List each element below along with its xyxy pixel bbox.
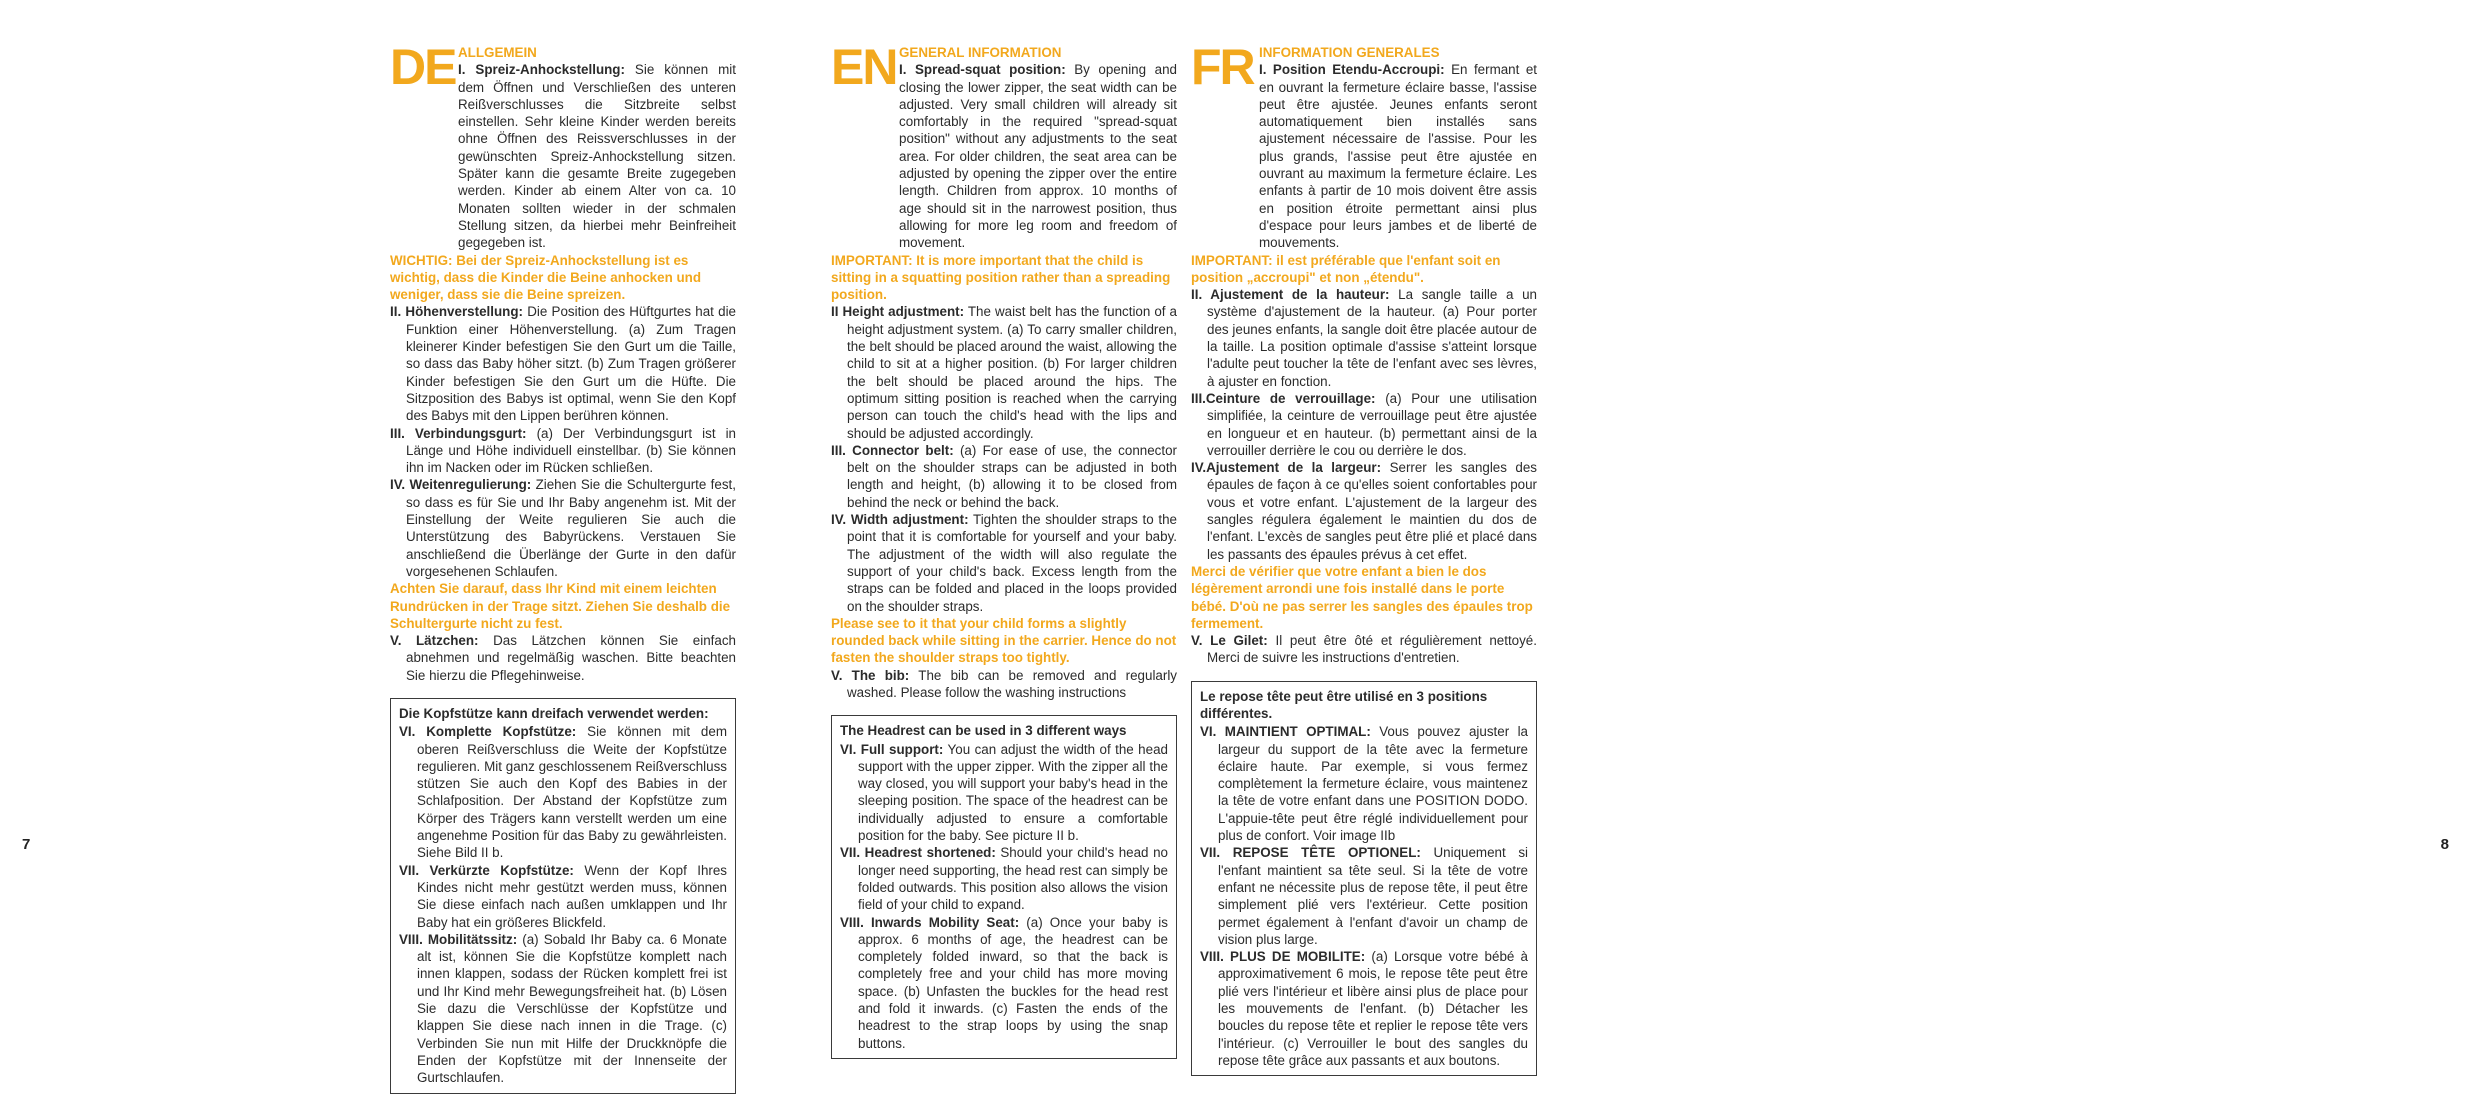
warning-1-fr: IMPORTANT: il est préférable que l'enfant soit en position „accroupi" et non „étendu".	[1191, 252, 1501, 285]
item-2-en: II Height adjustment: The waist belt has the function of a height adjustment system. (a) To carry smaller children, the belt should be placed around the waist, allowing the child to sit at a higher position. (b) For larger children the belt should be placed around the hips. The optimum sitting position is reached when the carrying person can touch the child's head with the lips and should be adjusted accordingly.	[831, 304, 1177, 441]
item-3-de: III. Verbindungsgurt: (a) Der Verbindungsgurt ist in Länge und Höhe individuell einstellbar. (b) Sie können ihn im Nacken oder im Rücken schließen.	[390, 425, 736, 476]
section-title-en: GENERAL INFORMATION	[899, 45, 1062, 60]
headrest-item-8-fr: VIII. PLUS DE MOBILITE: (a) Lorsque votre bébé à approximativement 6 mois, le repose tête peut être plié vers l'intérieur et libère ainsi plus de place pour les mouvements de l'enfant. (b) Détacher les boucles du repose tête et replier le repose tête vers l'intérieur. (c) Verrouiller le bout des sangles du repose tête grâce aux passants et aux boutons.	[1200, 949, 1528, 1068]
header-fr	[1191, 39, 1537, 252]
warning-2-de: Achten Sie darauf, dass Ihr Kind mit einem leichten Rundrücken in der Trage sitzt. Ziehen Sie deshalb die Schultergurte nicht zu fest.	[390, 581, 731, 631]
headrest-item-7-fr: VII. REPOSE TÊTE OPTIONEL: Uniquement si l'enfant maintient sa tête seul. Si la tête de votre enfant ne nécessite plus de repose tête, il peut être simplement plié vers l'extérieur. Cette position permet également à l'enfant d'avoir un champ de vision plus large.	[1200, 845, 1528, 947]
page-number-left: 7	[22, 836, 31, 853]
intro-fr: I. Position Etendu-Accroupi: En fermant et en ouvrant la fermeture éclaire basse, l'assise peut être ajustée. Jeunes enfants seront automatiquement bien installés sans ajustement nécessaire de l'assise. Pour les plus grands, l'assise peut être ajustée en ouvrant au maximum la fermeture éclaire. Les enfants à partir de 10 mois doivent être assis en position étroite permettant ainsi plus d'espace pour leurs jambes et de liberté de mouvements.	[1259, 62, 1537, 251]
headrest-item-7-en: VII. Headrest shortened: Should your child's head no longer need supporting, the head rest can simply be folded outwards. This position also allows the vision field of your child to expand.	[840, 845, 1168, 913]
headrest-title-fr: Le repose tête peut être utilisé en 3 positions différentes.	[1200, 688, 1488, 721]
item-4-en: IV. Width adjustment: Tighten the shoulder straps to the point that it is comfortable for yourself and your baby. The adjustment of the width will also regulate the support of your child's back. Excess length from the straps can be folded and placed in the loops provided on the shoulder straps.	[831, 512, 1178, 614]
item-2-de: II. Höhenverstellung: Die Position des Hüftgurtes hat die Funktion einer Höhenverstellung. (a) Zum Tragen kleinerer Kinder befestigen Sie den Gurt um die Taille, so dass das Baby höher sitzt. (b) Zum Tragen größerer Kinder befestigen Sie den Gurt um die Hüfte. Die Sitzposition des Babys ist optimal, wenn Sie den Kopf des Babys mit den Lippen berühren können.	[390, 304, 737, 424]
intro-de: I. Spreiz-Anhockstellung: Sie können mit dem Öffnen und Verschließen des unteren Reißverschlusses die Sitzbreite selbst einstellen. Sehr kleine Kinder werden bereits ohne Öffnen des Reissverschlusses in der gewünschten Spreiz-Anhockstellung sitzen. Später kann die gesamte Breite zugegeben werden. Kinder ab einem Alter von ca. 10 Monaten sollten wieder in der schmalen Stellung sitzen, da hierbei mehr Beinfreiheit gegegeben ist.	[458, 62, 736, 251]
column-fr	[1191, 39, 1537, 1076]
warning-2-en: Please see to it that your child forms a slightly rounded back while sitting in the carrier. Hence do not fasten the shoulder straps too tightly.	[831, 615, 1177, 666]
warning-2-fr: Merci de vérifier que votre enfant a bien le dos légèrement arrondi une fois installé dans le porte bébé. D'où ne pas serrer les sangles des épaules trop fermement.	[1191, 563, 1533, 631]
header-de	[390, 39, 736, 252]
lang-code-de: DE	[390, 39, 456, 95]
item-4-fr: IV.Ajustement de la largeur: Serrer les sangles des épaules de façon à ce qu'elles soient confortables pour vous et votre enfant. L'ajustement de la largeur des sangles régulera également le maintien du dos de l'enfant. L'excès de sangles peut être plié et placé dans les passants des épaules prévus à cet effet.	[1191, 460, 1537, 562]
item-5-fr: V. Le Gilet: Il peut être ôté et régulièrement nettoyé. Merci de suivre les instructions d'entretien.	[1191, 633, 1537, 666]
item-5-de: V. Lätzchen: Das Lätzchen können Sie einfach abnehmen und regelmäßig waschen. Bitte beachten Sie hierzu die Pflegehinweise.	[390, 633, 736, 683]
warning-1-en: IMPORTANT: It is more important that the child is sitting in a squatting position rather than a spreading position.	[831, 252, 1171, 303]
item-2-fr: II. Ajustement de la hauteur: La sangle taille a un système d'ajustement de la hauteur. (a) Pour porter des jeunes enfants, la sangle doit être placée autour de la taille. La position optimale d'assise s'atteint lorsque l'adulte peut toucher la tête de l'enfant avec ses lèvres, à ajuster en fonction.	[1191, 287, 1537, 389]
item-5-en: V. The bib: The bib can be removed and regularly washed. Please follow the washing instructions	[831, 667, 1177, 700]
item-4-de: IV. Weitenregulierung: Ziehen Sie die Schultergurte fest, so dass es für Sie und Ihr Baby angenehm ist. Mit der Einstellung der Weite regulieren Sie auch die Unterstützung des Babyrückens. Verstauen Sie anschließend die Überlänge der Gurte in den dafür vorgesehenen Schlaufen.	[390, 477, 736, 579]
headrest-item-6-fr: VI. MAINTIENT OPTIMAL: Vous pouvez ajuster la largeur du support de la tête avec la fermeture éclaire haute. Par exemple, si vous fermez complètement la fermeture éclaire, vous maintenez la tête de votre enfant dans une POSITION DODO. L'appuie-tête peut être réglé individuellement pour plus de confort. Voir image IIb	[1200, 724, 1528, 844]
lang-code-fr: FR	[1191, 39, 1254, 95]
section-title-fr: INFORMATION GENERALES	[1259, 45, 1440, 60]
headrest-box-fr	[1191, 681, 1537, 1077]
warning-1-de: WICHTIG: Bei der Spreiz-Anhockstellung ist es wichtig, dass die Kinder die Beine anhocken und weniger, dass sie die Beine spreizen.	[390, 252, 702, 303]
item-3-fr: III.Ceinture de verrouillage: (a) Pour une utilisation simplifiée, la ceinture de verrouillage peut être ajustée en longueur et en hauteur. (b) permettant ainsi de la verrouiller derrière le cou ou derrière le dos.	[1191, 390, 1537, 458]
headrest-title-de: Die Kopfstütze kann dreifach verwendet werden:	[399, 705, 709, 721]
item-3-en: III. Connector belt: (a) For ease of use, the connector belt on the shoulder straps can be adjusted in both length and height, (b) allowing it to be closed from behind the neck or behind the back.	[831, 442, 1177, 510]
column-de	[390, 39, 737, 1094]
column-en	[831, 39, 1178, 1059]
header-en	[831, 39, 1177, 252]
section-title-de: ALLGEMEIN	[458, 45, 537, 60]
headrest-box-de	[390, 698, 736, 1094]
headrest-item-6-de: VI. Komplette Kopfstütze: Sie können mit dem oberen Reißverschluss die Weite der Kopfstütze regulieren. Mit ganz geschlossenem Reißverschluss stützen Sie auch den Kopf des Babies in der Schlafposition. Der Abstand der Kopfstütze zum Körper des Trägers kann verstellt werden um eine angenehme Position für das Baby zu gewährleisten. Siehe Bild II b.	[399, 724, 727, 861]
headrest-item-8-de: VIII. Mobilitätssitz: (a) Sobald Ihr Baby ca. 6 Monate alt ist, können Sie die Kopfstütze komplett nach innen klappen, sodass der Rücken komplett frei ist und Ihr Kind mehr Bewegungsfreiheit hat. (b) Lösen Sie dazu die Verschlüsse der Kopfstütze und klappen Sie diese nach innen in die Trage. (c) Verbinden Sie nun mit Hilfe der Druckknöpfe die Enden der Kopfstütze mit der Innenseite der Gurtschlaufen.	[399, 931, 727, 1086]
headrest-title-en: The Headrest can be used in 3 different ways	[840, 723, 1127, 739]
page-number-right: 8	[2440, 836, 2449, 853]
intro-en: I. Spread-squat position: By opening and closing the lower zipper, the seat width can be adjusted. Very small children will already sit comfortably in the required "spread-squat position" without any adjustments to the seat area. For older children, the seat area can be adjusted by opening the zipper over the entire length. Children from approx. 10 months of age should sit in the narrowest position, thus allowing for more leg room and freedom of movement.	[899, 62, 1177, 251]
headrest-item-7-de: VII. Verkürzte Kopfstütze: Wenn der Kopf Ihres Kindes nicht mehr gestützt werden muss, können Sie diese einfach nach außen umklappen und Ihr Baby hat ein größeres Blickfeld.	[399, 862, 727, 930]
headrest-item-6-en: VI. Full support: You can adjust the width of the head support with the upper zipper. With the zipper all the way closed, you will support your baby's head in the sleeping position. The space of the headrest can be individually adjusted to ensure a comfortable position for the baby. See picture II b.	[840, 741, 1168, 844]
headrest-item-8-en: VIII. Inwards Mobility Seat: (a) Once your baby is approx. 6 months of age, the headrest can be completely folded inward, so that the back is completely free and your child has more moving space. (b) Unfasten the buckles for the head rest and fold it inwards. (c) Fasten the ends of the headrest to the strap loops by using the snap buttons.	[840, 914, 1168, 1051]
headrest-box-en	[831, 715, 1177, 1059]
lang-code-en: EN	[831, 39, 897, 95]
